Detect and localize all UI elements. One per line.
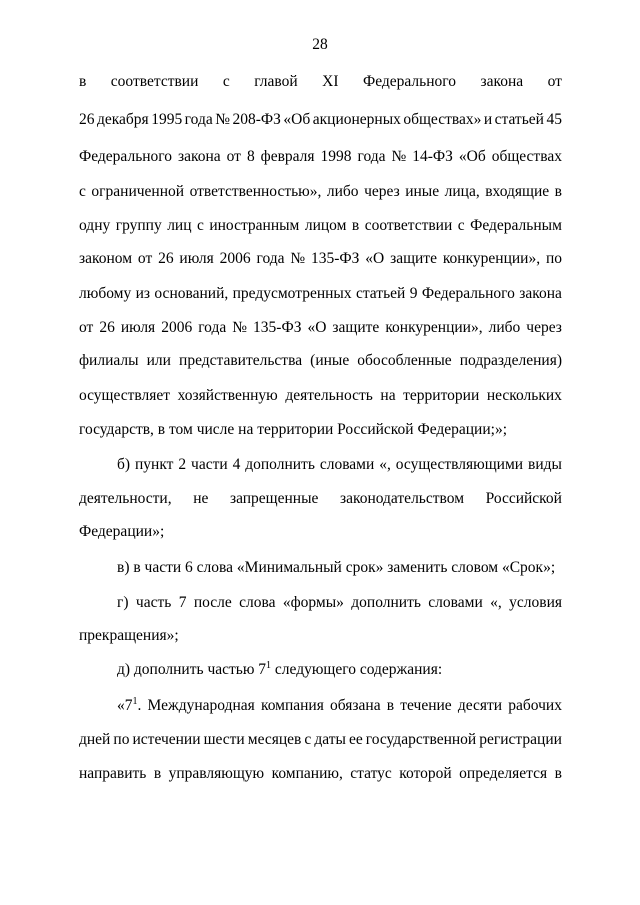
word: закона	[178, 148, 221, 165]
word: 1998	[320, 148, 352, 165]
word: осуществляющими	[395, 456, 524, 473]
text-line: государств, в том числе на территории Российской Федерации;»;	[79, 421, 508, 438]
text-line	[79, 111, 562, 129]
word: виды	[528, 456, 562, 473]
word: словами	[428, 594, 483, 611]
word: по	[545, 250, 562, 267]
text-line	[79, 73, 562, 91]
word: обособленные	[357, 352, 452, 369]
word: представительства	[179, 352, 303, 369]
word: в	[386, 697, 395, 714]
word: хозяйственную	[177, 387, 278, 404]
word: 135-ФЗ	[311, 250, 360, 267]
word: подразделения)	[459, 352, 562, 369]
word: рабочих	[508, 697, 562, 714]
word: от	[547, 73, 562, 90]
word: любому	[79, 285, 132, 302]
word: даты	[314, 731, 346, 748]
word: 14-ФЗ	[412, 148, 453, 165]
word: 2006	[219, 250, 251, 267]
word: из	[135, 285, 151, 302]
word: иностранным	[209, 217, 300, 234]
word: с	[222, 73, 230, 90]
word: по	[113, 731, 130, 748]
word: словами	[319, 456, 375, 473]
word: обязана	[330, 697, 381, 714]
word: входящие	[485, 183, 550, 200]
word: «О	[365, 250, 385, 267]
text-line	[117, 661, 562, 679]
word: года	[357, 148, 386, 165]
word: декабря	[96, 111, 149, 128]
word: «формы»	[282, 594, 344, 611]
text-fragment: следующего содержания:	[271, 661, 443, 678]
superscript: 1	[266, 660, 272, 671]
word: соответствии	[110, 73, 199, 90]
word: или	[146, 352, 171, 369]
word: с	[196, 217, 204, 234]
word: иные	[405, 183, 440, 200]
text-line: в) в части 6 слова «Минимальный срок» заменить словом «Срок»;	[117, 559, 556, 576]
text-line	[79, 250, 562, 268]
word: «О	[307, 319, 327, 336]
word: с	[304, 731, 312, 748]
word	[117, 697, 141, 715]
word: Федерального	[421, 285, 515, 302]
word: часть	[135, 594, 172, 611]
word: ограниченной	[91, 183, 185, 200]
word: от	[137, 250, 153, 267]
word: территории	[403, 387, 480, 404]
word: и	[483, 111, 493, 128]
word: июля	[179, 250, 214, 267]
word: 9	[409, 285, 418, 302]
word: 26	[79, 111, 95, 128]
word: направить	[79, 765, 147, 782]
word: запрещенные	[229, 490, 319, 507]
word: слова	[239, 594, 276, 611]
word: акционерных	[312, 111, 401, 128]
text-line	[79, 217, 562, 235]
word: филиалы	[79, 352, 139, 369]
word: «,	[490, 594, 502, 611]
word: пункт	[134, 456, 174, 473]
text-line	[117, 456, 562, 474]
word: дополнить	[245, 456, 315, 473]
word: статьей	[494, 111, 544, 128]
word: б)	[117, 456, 131, 473]
word: от	[79, 319, 94, 336]
word: месяцев	[247, 731, 302, 748]
word: законодательством	[339, 490, 464, 507]
word: «,	[379, 456, 391, 473]
word: не	[193, 490, 209, 507]
text-fragment: .	[137, 697, 142, 714]
word: оснований,	[154, 285, 229, 302]
word: года	[198, 319, 227, 336]
text-line	[79, 490, 562, 508]
text-line	[117, 697, 562, 715]
word: с	[457, 217, 465, 234]
page-number: 28	[312, 36, 328, 53]
word: 7	[178, 594, 187, 611]
word: соответствии	[364, 217, 453, 234]
word: деятельность	[285, 387, 373, 404]
word: шести	[203, 731, 245, 748]
word: в	[554, 765, 562, 782]
word: «Об	[283, 111, 311, 128]
word: №	[215, 111, 230, 128]
word: лицом	[304, 217, 347, 234]
word: Федерального	[79, 148, 173, 165]
word: года	[256, 250, 285, 267]
text-line	[79, 387, 562, 405]
word: в	[554, 183, 562, 200]
word: ответственностью»,	[189, 183, 322, 200]
word: в	[351, 217, 360, 234]
word: 135-ФЗ	[253, 319, 302, 336]
word: либо	[488, 319, 521, 336]
word: лица,	[444, 183, 480, 200]
word: Федеральным	[470, 217, 562, 234]
word: «Об	[458, 148, 486, 165]
text-fragment: «7	[117, 697, 133, 714]
text-fragment: д) дополнить частью 7	[117, 661, 267, 678]
text-line	[79, 183, 562, 201]
word: определяется	[459, 765, 548, 782]
word: 26	[158, 250, 174, 267]
word: дней	[79, 731, 111, 748]
word: конкуренции»,	[442, 250, 541, 267]
word: (иные	[310, 352, 350, 369]
word: Российской	[485, 490, 562, 507]
word: десяти	[457, 697, 503, 714]
word: условия	[509, 594, 562, 611]
word: 2006	[161, 319, 193, 336]
word: с	[79, 183, 86, 200]
text-line	[79, 352, 562, 370]
word: 1995	[151, 111, 183, 128]
word: статьей	[355, 285, 406, 302]
text-line	[117, 594, 562, 612]
word: через	[526, 319, 562, 336]
text-line	[79, 148, 562, 166]
word: деятельности,	[79, 490, 172, 507]
word: нескольких	[486, 387, 562, 404]
word: обществах	[491, 148, 562, 165]
word: №	[290, 250, 306, 267]
word: компания	[260, 697, 324, 714]
word: защите	[390, 250, 437, 267]
word: 8	[246, 148, 255, 165]
word: через	[364, 183, 400, 200]
word: государственной	[365, 731, 477, 748]
text-line	[79, 765, 562, 783]
word: части	[191, 456, 228, 473]
word: закона	[480, 73, 524, 90]
word: законом	[79, 250, 133, 267]
superscript: 1	[132, 696, 138, 707]
word: Международная	[147, 697, 255, 714]
word: осуществляет	[79, 387, 171, 404]
word: 4	[232, 456, 241, 473]
text-line	[79, 731, 562, 749]
word: регистрации	[479, 731, 562, 748]
word: закона	[519, 285, 562, 302]
word: №	[391, 148, 407, 165]
word: 45	[546, 111, 562, 128]
word: управляющую	[168, 765, 265, 782]
word: 208-ФЗ	[232, 111, 281, 128]
word: ее	[348, 731, 363, 748]
text-line	[79, 319, 562, 337]
word: лиц	[167, 217, 192, 234]
word: №	[232, 319, 248, 336]
word: статус	[350, 765, 392, 782]
word: года	[184, 111, 213, 128]
word: июля	[120, 319, 156, 336]
word: в	[79, 73, 87, 90]
text-line: Федерации»;	[79, 523, 165, 540]
word: конкуренции»,	[385, 319, 483, 336]
word: г)	[117, 594, 129, 611]
word: предусмотренных	[232, 285, 352, 302]
text-line: прекращения»;	[79, 627, 179, 644]
word: февраля	[260, 148, 315, 165]
word: обществах»	[403, 111, 482, 128]
word: от	[226, 148, 241, 165]
word: 26	[99, 319, 115, 336]
word: 2	[178, 456, 187, 473]
word: группу	[115, 217, 162, 234]
word: в	[153, 765, 162, 782]
word: течение	[400, 697, 452, 714]
word: главой	[254, 73, 298, 90]
word: дополнить	[351, 594, 421, 611]
word: истечении	[132, 731, 201, 748]
word: компанию,	[271, 765, 343, 782]
word: либо	[326, 183, 359, 200]
word: Федерального	[362, 73, 456, 90]
word: одну	[79, 217, 111, 234]
word: после	[193, 594, 232, 611]
word: XI	[322, 73, 339, 90]
word: которой	[399, 765, 452, 782]
text-line	[79, 285, 562, 303]
word: защите	[332, 319, 380, 336]
word: на	[380, 387, 396, 404]
